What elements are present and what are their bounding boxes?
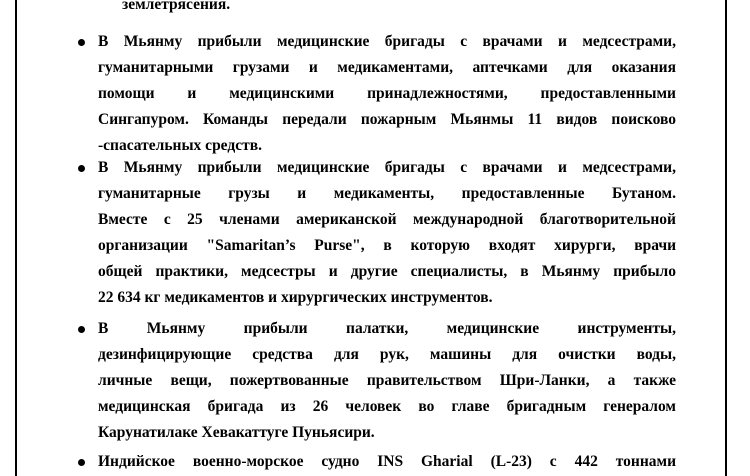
list-item-line: общей практики, медсестры и другие специалисты, в Мьянму прибыло (98, 263, 676, 280)
list-item-line: -спасательных средств. (98, 137, 262, 154)
list-item-line: В Мьянму прибыли медицинские бригады с врачами и медсестрами, (98, 33, 676, 50)
bullet-icon (78, 165, 85, 172)
bullet-icon (78, 39, 85, 46)
list-item-line: Индийское военно-морское судно INS Gharial (L-23) с 442 тоннами (98, 453, 676, 470)
list-item-line: Сингапуром. Команды передали пожарным Мьянмы 11 видов поисково (98, 111, 676, 128)
bullet-icon (78, 326, 85, 333)
list-item-line: Вместе с 25 членами американской международной благотворительной (98, 211, 676, 228)
list-item-line: 22 634 кг медикаментов и хирургических инструментов. (98, 289, 493, 306)
list-item-line: помощи и медицинскими принадлежностями, предоставленными (98, 85, 676, 102)
list-item-line: В Мьянму прибыли палатки, медицинские инструменты, (98, 320, 676, 337)
list-item-line: дезинфицирующие средства для рук, машины для очистки воды, (98, 346, 676, 363)
list-item-line: медицинская бригада из 26 человек во главе бригадным генералом (98, 398, 676, 415)
list-item-line: В Мьянму прибыли медицинские бригады с врачами и медсестрами, (98, 159, 676, 176)
bullet-icon (78, 459, 85, 466)
list-item-line: гуманитарные грузы и медикаменты, предоставленные Бутаном. (98, 185, 676, 202)
list-item-line: гуманитарными грузами и медикаментами, аптечками для оказания (98, 59, 676, 76)
previous-item-fragment: землетрясения. (122, 0, 231, 13)
list-item-line: организации "Samaritan’s Purse", в которую входят хирурги, врачи (98, 237, 676, 254)
list-item-line: личные вещи, пожертвованные правительством Шри-Ланки, а также (98, 372, 676, 389)
list-item-line: Карунатилаке Хевакаттуге Пуньясири. (98, 424, 375, 441)
